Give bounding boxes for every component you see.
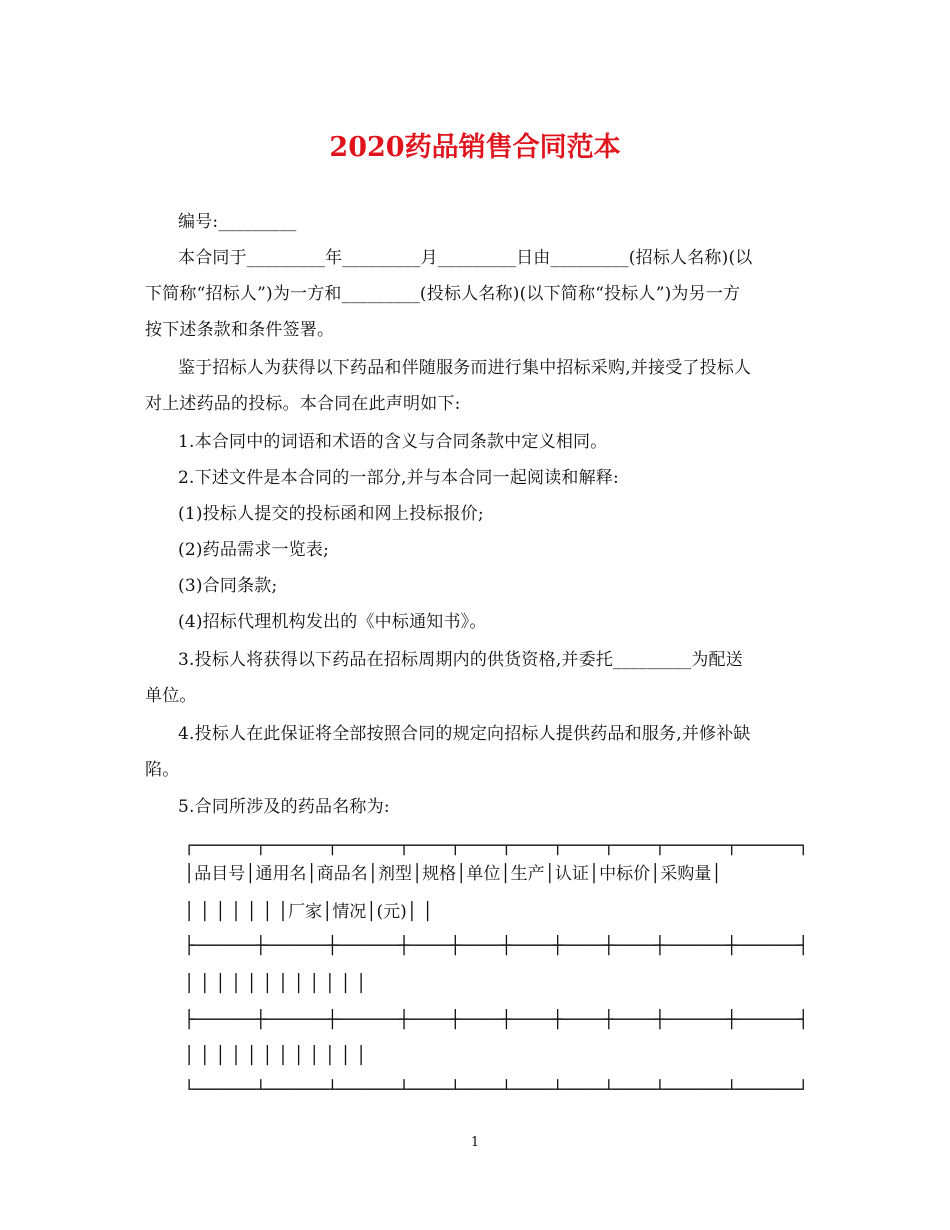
drug-table-bottom-border: └──────┴──────┴──────┴────┴────┴────┴────┴────┴──────┴──────┘ bbox=[184, 1080, 809, 1100]
intro-paragraph-line-3: 按下述条款和条件签署。 bbox=[145, 320, 335, 340]
intro-paragraph-line-1: 本合同于_________年_________月_________日由_________(招标人名称)(以 bbox=[178, 248, 753, 268]
clause-2: 2.下述文件是本合同的一部分,并与本合同一起阅读和解释: bbox=[178, 468, 619, 488]
clause-2-item-3: (3)合同条款; bbox=[178, 576, 278, 596]
drug-table-divider-2: ├──────┼──────┼──────┼────┼────┼────┼────┼────┼──────┼──────┤ bbox=[184, 1010, 809, 1030]
drug-table-top-border: ┌──────┬──────┬──────┬────┬────┬────┬────┬────┬──────┬──────┐ bbox=[184, 836, 809, 856]
clause-3-line-2: 单位。 bbox=[145, 686, 197, 706]
whereas-paragraph-line-1: 鉴于招标人为获得以下药品和伴随服务而进行集中招标采购,并接受了投标人 bbox=[178, 358, 752, 378]
drug-table-row-1: │ │ │ │ │ │ │ │ │ │ │ │ bbox=[184, 974, 367, 994]
intro-paragraph-line-2: 下简称“招标人”)为一方和_________(投标人名称)(以下简称“投标人”)为另一方 bbox=[145, 284, 741, 304]
contract-number-line: 编号:_________ bbox=[178, 212, 297, 232]
document-title: 2020药品销售合同范本 bbox=[329, 132, 621, 163]
drug-table-row-2: │ │ │ │ │ │ │ │ │ │ │ │ bbox=[184, 1046, 367, 1066]
clause-2-item-4: (4)招标代理机构发出的《中标通知书》。 bbox=[178, 612, 487, 632]
drug-table-header-row-1: │品目号│通用名│商品名│剂型│规格│单位│生产│认证│中标价│采购量│ bbox=[184, 864, 722, 884]
drug-table-header-row-2: │ │ │ │ │ │ │厂家│情况│(元)│ │ bbox=[184, 902, 433, 922]
clause-3-line-1: 3.投标人将获得以下药品在招标周期内的供货资格,并委托_________为配送 bbox=[178, 650, 743, 670]
clause-1: 1.本合同中的词语和术语的含义与合同条款中定义相同。 bbox=[178, 432, 608, 452]
clause-2-item-2: (2)药品需求一览表; bbox=[178, 540, 330, 560]
drug-table-divider-1: ├──────┼──────┼──────┼────┼────┼────┼────┼────┼──────┼──────┤ bbox=[184, 936, 809, 956]
page-number: 1 bbox=[470, 1135, 480, 1150]
whereas-paragraph-line-2: 对上述药品的投标。本合同在此声明如下: bbox=[145, 394, 461, 414]
clause-4-line-2: 陷。 bbox=[145, 760, 180, 780]
clause-2-item-1: (1)投标人提交的投标函和网上投标报价; bbox=[178, 504, 484, 524]
clause-5: 5.合同所涉及的药品名称为: bbox=[178, 797, 390, 817]
clause-4-line-1: 4.投标人在此保证将全部按照合同的规定向招标人提供药品和服务,并修补缺 bbox=[178, 724, 751, 744]
